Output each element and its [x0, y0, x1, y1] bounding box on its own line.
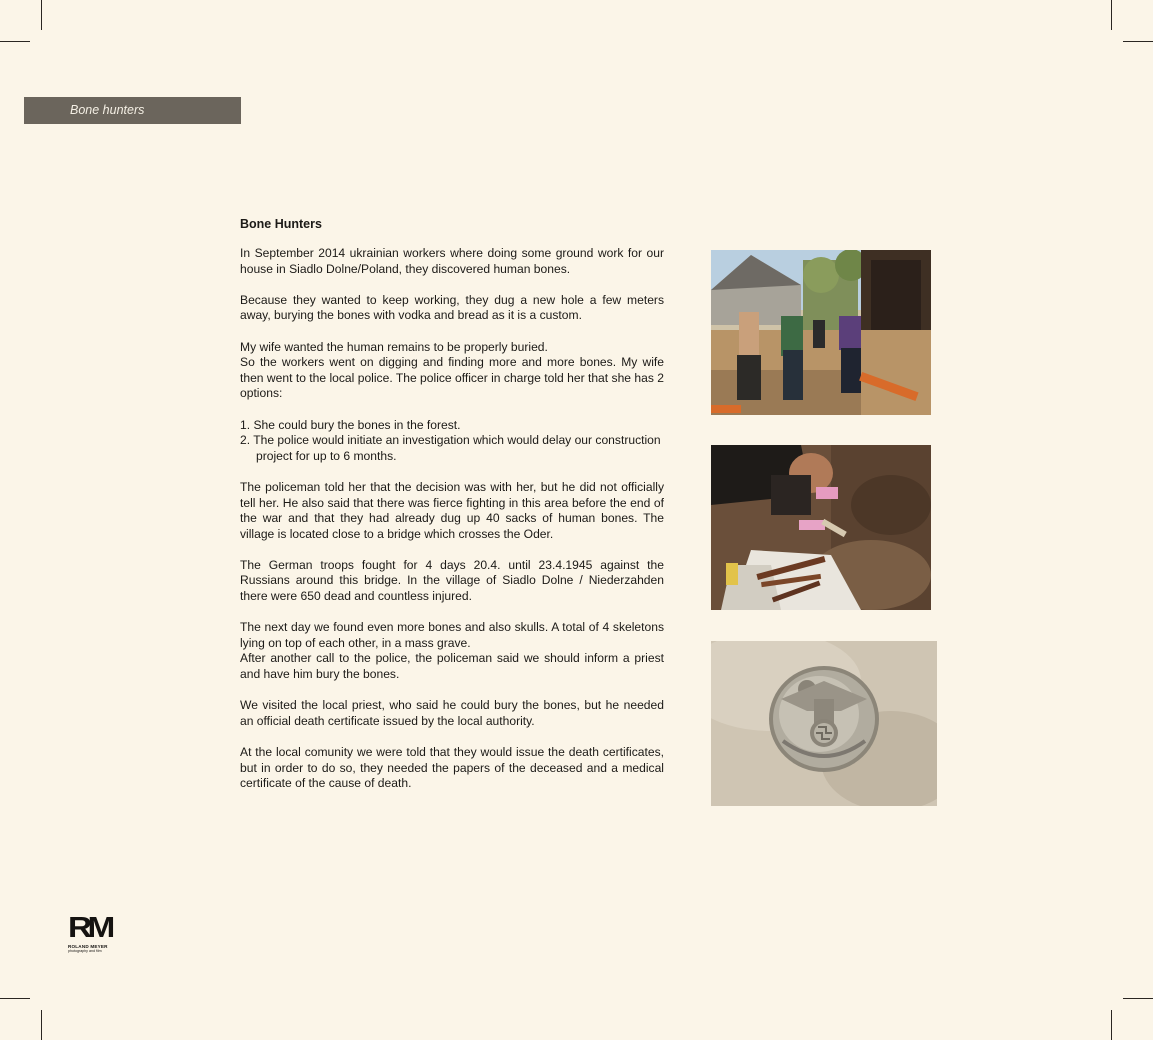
- crop-mark-top-left-h: [0, 41, 30, 42]
- crop-mark-bottom-left-v: [41, 1010, 42, 1040]
- crop-mark-bottom-right-h: [1123, 998, 1153, 999]
- list-item: 1. She could bury the bones in the forest.: [240, 417, 461, 432]
- workers-digging-photo: [711, 250, 931, 415]
- logo-tagline: photography and film: [68, 949, 102, 953]
- list-item: 2. The police would initiate an investigation which would delay our construction project for up to 6 months.: [240, 433, 661, 463]
- article-body: [240, 216, 664, 807]
- paragraph: We visited the local priest, who said he could bury the bones, but he needed an official death certificate issued by the local authority.: [240, 698, 664, 728]
- paragraph: At the local comunity we were told that they would issue the death certificates, but in order to do so, they needed the papers of the deceased and a medical certificate of the cause of death.: [240, 745, 664, 791]
- logo-name: ROLAND MEYER: [68, 944, 108, 949]
- article-title: Bone Hunters: [240, 217, 322, 231]
- paragraph: My wife wanted the human remains to be properly buried. So the workers went on digging and finding more and more bones. My wife then went to the local police. The police officer in charge told her that she has 2 options:: [240, 339, 664, 401]
- crop-mark-top-right-h: [1123, 41, 1153, 42]
- options-list: [240, 418, 664, 465]
- excavated-bones-photo: [711, 445, 931, 610]
- crop-mark-top-left-v: [41, 0, 42, 30]
- paragraph: The policeman told her that the decision was with her, but he did not officially tell her. He also said that there was fierce fighting in this area before the end of the war and that they had already dug up 40 sacks of human bones. The village is located close to a bridge which crosses the Oder.: [240, 479, 664, 541]
- section-header-tab: [24, 97, 241, 124]
- brand-logo: [68, 913, 114, 959]
- crop-mark-bottom-left-h: [0, 998, 30, 999]
- crop-mark-bottom-right-v: [1111, 1010, 1112, 1040]
- crop-mark-top-right-v: [1111, 0, 1112, 30]
- paragraph: Because they wanted to keep working, they dug a new hole a few meters away, burying the bones with vodka and bread as it is a custom.: [240, 292, 664, 323]
- paragraph: In September 2014 ukrainian workers where doing some ground work for our house in Siadlo Dolne/Poland, they discovered human bones.: [240, 246, 664, 276]
- section-label: Bone hunters: [70, 103, 145, 117]
- paragraph: The next day we found even more bones and also skulls. A total of 4 skeletons lying on top of each other, in a mass grave. After another call to the police, the policeman said we should inform a priest and have him bury the bones.: [240, 620, 664, 682]
- logo-mark: RM: [68, 912, 111, 944]
- paragraph: The German troops fought for 4 days 20.4. until 23.4.1945 against the Russians around this bridge. In the village of Siadlo Dolne / Niederzahden there were 650 dead and countless injured.: [240, 557, 664, 604]
- silver-coin-photo: [711, 641, 937, 806]
